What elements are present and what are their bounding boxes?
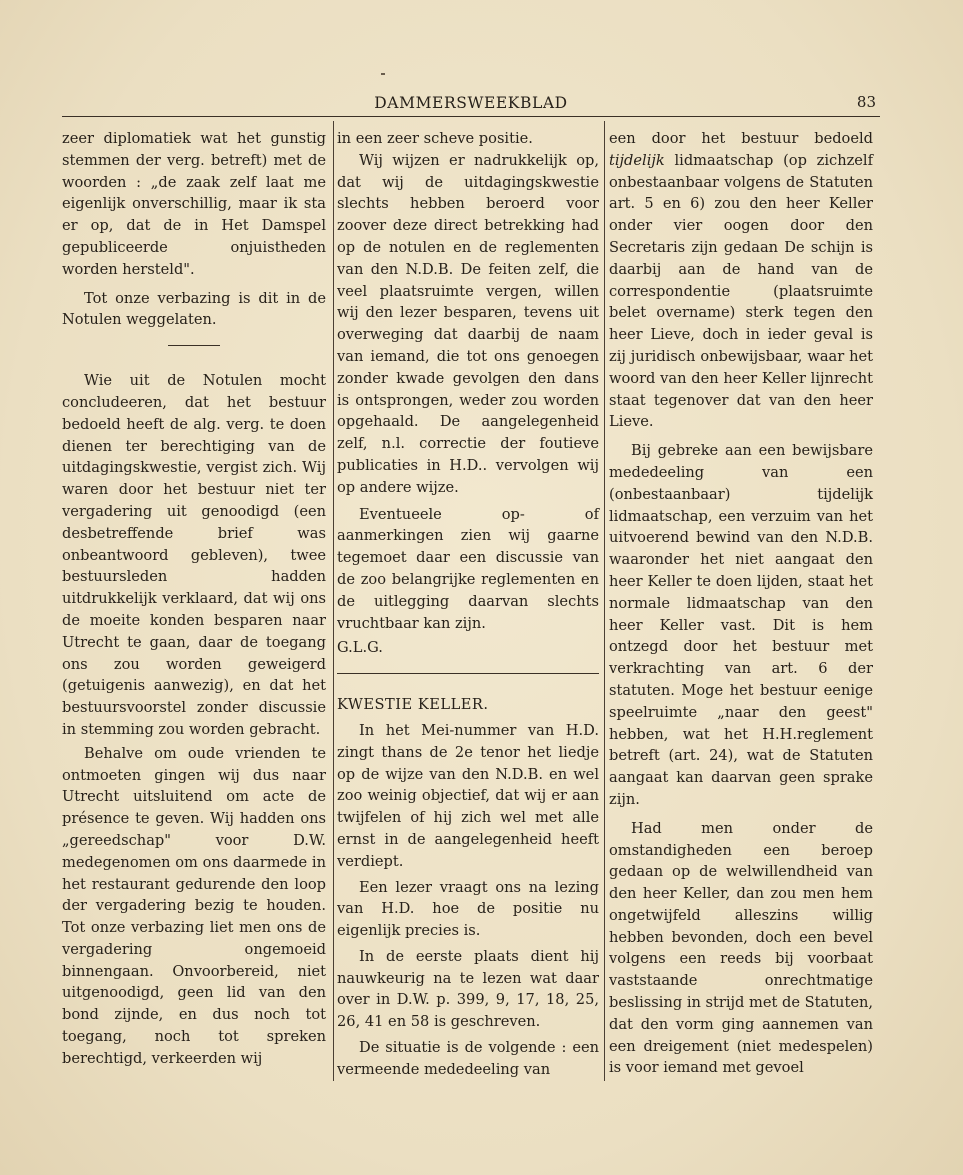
- column-divider-left: [333, 121, 334, 1081]
- article-separator: [337, 673, 599, 674]
- paragraph: [609, 128, 873, 433]
- paragraph: Had men onder de omstandigheden een beroep gedaan op de welwillendheid van den heer Keller, dan zou men hem ongetwijfeld alleszins willig hebben bevonden, doch een bevel volgens een reeds bij voorbaat vaststaande onrechtmatige beslissing in strijd met de Statuten, dat den vorm ging aannemen van een dreigement (niet medespelen) is voor iemand met gevoel: [609, 819, 873, 1077]
- paragraph: Eventueele op- of aanmerkingen zien wij gaarne tegemoet daar een discussie van de zoo belangrijke reglementen en de uitlegging daarvan slechts vruchtbaar kan zijn.: [337, 505, 599, 632]
- column-divider-right: [604, 121, 605, 1081]
- paragraph: In de eerste plaats dient hij nauwkeurig na te lezen wat daar over in D.W. p. 399, 9, 17, 18, 25, 26, 41 en 58 is geschreven.: [337, 947, 599, 1031]
- paragraph: Een lezer vraagt ons na lezing van H.D. hoe de positie nu eigenlijk precies is.: [337, 878, 599, 940]
- paragraph: Tot onze verbazing is dit in de Notulen weggelaten.: [62, 289, 326, 329]
- print-mark: [381, 73, 385, 75]
- author-signature: G.L.G.: [337, 639, 383, 657]
- paragraph: Behalve om oude vrienden te ontmoeten gingen wij dus naar Utrecht uitsluitend om acte de présence te geven. Wij hadden ons „gereedschap" voor D.W. medegenomen om ons daarmede in het restaurant gedurende den loop der vergadering bezig te houden. Tot onze verbazing liet men ons de vergadering ongemoeid binnengaan. Onvoorbereid, niet uitgenoodigd, geen lid van den bond zijnde, en dus noch tot toegang, noch tot spreken berechtigd, verkeerden wij: [62, 744, 326, 1067]
- column-right: [609, 128, 873, 1079]
- paragraph: zeer diplomatiek wat het gunstig stemmen der verg. betreft) met de woorden : „de zaak zelf laat me eigenlijk onverschillig, maar ik sta er op, dat de in Het Damspel gepubliceerde onjuistheden worden hersteld".: [62, 130, 326, 278]
- text-run: lidmaatschap (op zichzelf onbestaanbaar volgens de Statuten art. 5 en 6) zou den heer Keller onder vier oogen door den Secretaris zijn gedaan De schijn is daarbij aan de hand van de correspondentie (plaatsruimte belet overname) sterk tegen den heer Lieve, doch in ieder geval is zij juridisch onbewijsbaar, waar het woord van den heer Keller lijnrecht staat tegenover dat van den heer Lieve.: [609, 151, 873, 431]
- paragraph: in een zeer scheve positie.: [337, 130, 533, 147]
- paragraph: Wij wijzen er nadrukkelijk op, dat wij de uitdagingskwestie slechts hebben beroerd voor zoover deze direct betrekking had op de notulen en de reglementen van den N.D.B. De feiten zelf, die veel plaatsruimte vergen, willen wij den lezer besparen, tevens uit overweging dat daarbij de naam van iemand, die tot ons genoegen zonder kwade gevolgen den dans is ontsprongen, weder zou worden opgehaald. De aangelegenheid zelf, n.l. correctie der foutieve publicaties in H.D.. vervolgen wij op andere wijze.: [337, 151, 599, 496]
- text-run: een door het bestuur bedoeld: [609, 130, 873, 147]
- emphasis: tijdelijk: [609, 151, 665, 169]
- paragraph: Bij gebreke aan een bewijsbare mededeeling van een (onbestaanbaar) tijdelijk lidmaatschap, een verzuim van het uitvoerend bewind van den N.D.B. waaronder het niet aangaat den heer Keller te doen lijden, staat het normale lidmaatschap van den heer Keller vast. Dit is hem ontzegd door het bestuur met verkrachting van art. 6 der statuten. Moge het bestuur eenige speelruimte „naar den geest" hebben, wat het H.H.reglement betreft (art. 24), wat de Statuten aangaat kan daarvan geen sprake zijn.: [609, 442, 873, 808]
- header-rule: [62, 116, 880, 117]
- journal-title: DAMMERSWEEKBLAD: [374, 94, 568, 112]
- paragraph: Wie uit de Notulen mocht concludeeren, dat het bestuur bedoeld heeft de alg. verg. te doen dienen ter berechtiging van de uitdagingskwestie, vergist zich. Wij waren door het bestuur niet ter vergadering uit genoodigd (een desbetreffende brief was onbeantwoord gebleven), twee bestuursleden hadden uitdrukkelijk verklaard, dat wij ons de moeite konden besparen naar Utrecht te gaan, daar de toegang ons zou worden geweigerd (getuigenis aanwezig), en dat het bestuursvoorstel zonder discussie in stemming zou worden gebracht.: [62, 372, 326, 738]
- section-separator: [168, 345, 220, 346]
- column-middle: [337, 128, 599, 1081]
- page-number: 83: [856, 93, 876, 111]
- paragraph: In het Mei-nummer van H.D. zingt thans de 2e tenor het liedje op de wijze van den N.D.B. en wel zoo weinig objectief, dat wij er aan twijfelen of hij zich wel met alle ernst in de aangelegenheid heeft verdiept.: [337, 721, 599, 870]
- column-left: [62, 128, 326, 1070]
- article-heading: KWESTIE KELLER.: [337, 696, 489, 714]
- paragraph: De situatie is de volgende : een vermeende mededeeling van: [337, 1039, 599, 1078]
- running-header: [62, 92, 880, 116]
